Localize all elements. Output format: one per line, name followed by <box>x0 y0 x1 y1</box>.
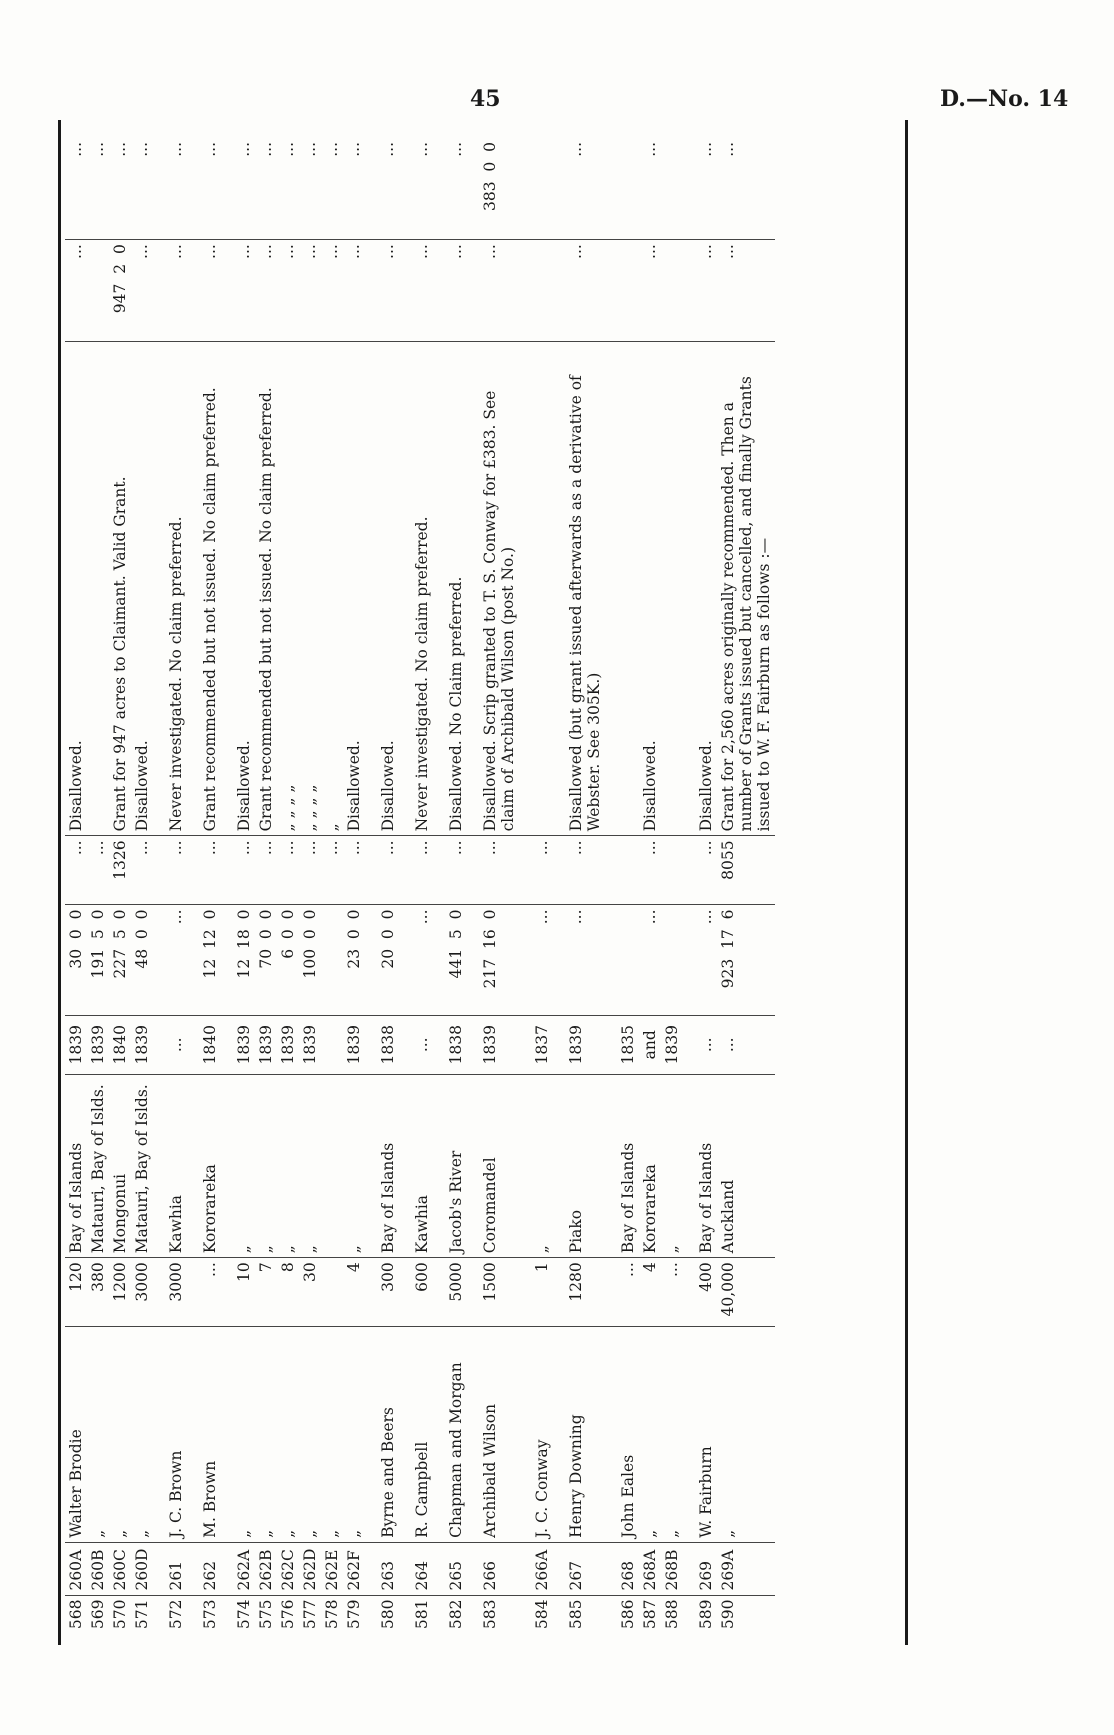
claims-table-body <box>65 138 775 1643</box>
purchase-year: 1839 <box>467 1015 519 1074</box>
claim-number: 582 <box>433 1595 467 1643</box>
grant-value <box>87 240 109 342</box>
locality: Kawhia <box>399 1074 433 1258</box>
remarks: „ <box>321 342 343 836</box>
acres-claimed: 5000 <box>433 1258 467 1327</box>
amount-paid: 227 5 0 <box>109 905 131 1015</box>
scrip-value: ... <box>89 142 107 157</box>
table-row <box>433 138 467 1643</box>
acres-surveyed: ... <box>221 836 255 905</box>
reference-number: 266 <box>467 1542 519 1595</box>
remarks <box>661 342 683 836</box>
purchase-year: 1839 <box>65 1015 87 1074</box>
claimant-name: „ <box>661 1327 683 1543</box>
acres-surveyed: ... <box>277 836 299 905</box>
purchase-year: ... <box>153 1015 187 1074</box>
claim-number: 579 <box>343 1595 365 1643</box>
acres-claimed: 400 <box>683 1258 717 1327</box>
table-row <box>299 138 321 1643</box>
reference-number: 262D <box>299 1542 321 1595</box>
remarks: „ „ „ „ <box>299 342 321 836</box>
claim-number: 584 <box>519 1595 553 1643</box>
locality: „ <box>343 1074 365 1258</box>
amount-paid <box>321 905 343 1015</box>
reference-number: 263 <box>365 1542 399 1595</box>
scrip-value: ... <box>379 142 397 157</box>
amount-paid: 48 0 0 <box>131 905 153 1015</box>
purchase-year: 1838 <box>433 1015 467 1074</box>
claimant-name: „ <box>221 1327 255 1543</box>
reference-number: 269A <box>717 1542 775 1595</box>
acres-claimed: ... <box>187 1258 221 1327</box>
claims-table <box>65 138 775 1643</box>
remarks: Disallowed. <box>65 342 87 836</box>
grant-value: ... <box>299 240 321 342</box>
locality: Bay of Islands <box>365 1074 399 1258</box>
acres-surveyed: ... <box>343 836 365 905</box>
acres-claimed: 380 <box>87 1258 109 1327</box>
purchase-year: 1839 <box>661 1015 683 1074</box>
acres-claimed: 1280 <box>553 1258 605 1327</box>
locality: Mongonui <box>109 1074 131 1258</box>
locality: „ <box>255 1074 277 1258</box>
acres-surveyed: ... <box>131 836 153 905</box>
table-row <box>683 138 717 1643</box>
claimant-name: R. Campbell <box>399 1327 433 1543</box>
table-row <box>109 138 131 1643</box>
table-row <box>277 138 299 1643</box>
scrip-value: ... <box>279 142 297 157</box>
acres-surveyed: ... <box>299 836 321 905</box>
locality: „ <box>519 1074 553 1258</box>
page-number: 45 <box>470 86 501 112</box>
amount-paid: 70 0 0 <box>255 905 277 1015</box>
amount-paid: 12 12 0 <box>187 905 221 1015</box>
claim-number: 571 <box>131 1595 153 1643</box>
grant-value <box>661 240 683 342</box>
acres-surveyed: 1326 <box>109 836 131 905</box>
reference-number: 265 <box>433 1542 467 1595</box>
amount-paid: 30 0 0 <box>65 905 87 1015</box>
claimant-name: „ <box>321 1327 343 1543</box>
claimant-name: „ <box>277 1327 299 1543</box>
amount-paid: 12 18 0 <box>221 905 255 1015</box>
claimant-name: „ <box>299 1327 321 1543</box>
grant-value: ... <box>717 240 775 342</box>
grant-value: ... <box>131 240 153 342</box>
acres-claimed: 40,000 <box>717 1258 775 1327</box>
scrip-value: ... <box>345 142 363 157</box>
table-left-rule <box>58 120 61 1645</box>
claim-number: 575 <box>255 1595 277 1643</box>
locality: Bay of Islands <box>683 1074 717 1258</box>
purchase-year: 1839 <box>343 1015 365 1074</box>
acres-claimed: 1 <box>519 1258 553 1327</box>
scrip-value: ... <box>167 142 185 157</box>
claimant-name: „ <box>343 1327 365 1543</box>
grant-value: ... <box>365 240 399 342</box>
scrip-value <box>605 138 639 240</box>
grant-value <box>605 240 639 342</box>
remarks: Disallowed. No Claim preferred. <box>433 342 467 836</box>
rotated-table-container <box>65 138 905 1643</box>
acres-claimed: 300 <box>365 1258 399 1327</box>
scrip-value: ... <box>719 142 737 157</box>
claimant-name: Archibald Wilson <box>467 1327 519 1543</box>
reference-number: 268 <box>605 1542 639 1595</box>
amount-paid: 20 0 0 <box>365 905 399 1015</box>
acres-claimed: 30 <box>299 1258 321 1327</box>
acres-claimed: 3000 <box>131 1258 153 1327</box>
claimant-name: „ <box>639 1327 661 1543</box>
claim-number: 572 <box>153 1595 187 1643</box>
claimant-name: Byrne and Beers <box>365 1327 399 1543</box>
scrip-value <box>519 138 553 240</box>
table-row <box>87 138 109 1643</box>
remarks: Disallowed. <box>131 342 153 836</box>
claimant-name: John Eales <box>605 1327 639 1543</box>
locality: Matauri, Bay of Islds. <box>131 1074 153 1258</box>
purchase-year: 1835 <box>605 1015 639 1074</box>
claim-number: 590 <box>717 1595 775 1643</box>
amount-paid: ... <box>399 905 433 1015</box>
reference-number: 261 <box>153 1542 187 1595</box>
remarks <box>519 342 553 836</box>
remarks: Disallowed (but grant issued afterwards as a derivative of Webster. See 305K.) <box>553 342 605 836</box>
grant-value: ... <box>65 240 87 342</box>
claimant-name: „ <box>109 1327 131 1543</box>
remarks: Grant recommended but not issued. No claim preferred. <box>187 342 221 836</box>
acres-surveyed <box>661 836 683 905</box>
table-right-rule <box>905 120 908 1645</box>
acres-surveyed: ... <box>321 836 343 905</box>
scrip-value: 383 0 0 <box>481 142 499 212</box>
claimant-name: „ <box>87 1327 109 1543</box>
grant-value: ... <box>399 240 433 342</box>
reference-number: 268B <box>661 1542 683 1595</box>
remarks: Never investigated. No claim preferred. <box>153 342 187 836</box>
amount-paid: 441 5 0 <box>433 905 467 1015</box>
amount-paid: 100 0 0 <box>299 905 321 1015</box>
acres-surveyed: ... <box>365 836 399 905</box>
grant-value: ... <box>343 240 365 342</box>
claim-number: 587 <box>639 1595 661 1643</box>
table-row <box>187 138 221 1643</box>
locality: Auckland <box>717 1074 775 1258</box>
grant-value: 947 2 0 <box>109 240 131 342</box>
scrip-value: ... <box>201 142 219 157</box>
remarks <box>605 342 639 836</box>
claimant-name: „ <box>131 1327 153 1543</box>
purchase-year: 1839 <box>299 1015 321 1074</box>
acres-surveyed: ... <box>467 836 519 905</box>
remarks: Disallowed. <box>221 342 255 836</box>
document-reference: D.—No. 14 <box>940 86 1069 112</box>
purchase-year: ... <box>717 1015 775 1074</box>
remarks: Disallowed. <box>683 342 717 836</box>
claimant-name: M. Brown <box>187 1327 221 1543</box>
acres-surveyed: ... <box>639 836 661 905</box>
table-row <box>153 138 187 1643</box>
purchase-year <box>321 1015 343 1074</box>
acres-surveyed: 8055 <box>717 836 775 905</box>
scrip-value: ... <box>697 142 715 157</box>
acres-claimed: 8 <box>277 1258 299 1327</box>
purchase-year: 1837 <box>519 1015 553 1074</box>
grant-value: ... <box>433 240 467 342</box>
purchase-year: 1839 <box>221 1015 255 1074</box>
locality: „ <box>221 1074 255 1258</box>
locality <box>321 1074 343 1258</box>
acres-claimed: 4 <box>343 1258 365 1327</box>
claim-number: 586 <box>605 1595 639 1643</box>
acres-claimed: ... <box>605 1258 639 1327</box>
locality: Coromandel <box>467 1074 519 1258</box>
remarks: Grant for 947 acres to Claimant. Valid Grant. <box>109 342 131 836</box>
table-row <box>321 138 343 1643</box>
reference-number: 269 <box>683 1542 717 1595</box>
claim-number: 588 <box>661 1595 683 1643</box>
amount-paid <box>605 905 639 1015</box>
remarks: Disallowed. <box>639 342 661 836</box>
table-row <box>661 138 683 1643</box>
acres-claimed: 1200 <box>109 1258 131 1327</box>
scrip-value: ... <box>447 142 465 157</box>
claimant-name: Henry Downing <box>553 1327 605 1543</box>
remarks: Disallowed. <box>343 342 365 836</box>
claim-number: 577 <box>299 1595 321 1643</box>
acres-claimed: 4 <box>639 1258 661 1327</box>
scrip-value: ... <box>567 142 585 157</box>
grant-value: ... <box>639 240 661 342</box>
locality: Kororareka <box>187 1074 221 1258</box>
table-row <box>221 138 255 1643</box>
purchase-year: 1839 <box>87 1015 109 1074</box>
remarks: Grant for 2,560 acres originally recommended. Then a number of Grants issued but cancelled, and finally Grants issued to W. F. Fairburn as follows :— <box>717 342 775 836</box>
purchase-year: 1840 <box>109 1015 131 1074</box>
acres-claimed: 7 <box>255 1258 277 1327</box>
amount-paid: ... <box>553 905 605 1015</box>
purchase-year: 1839 <box>277 1015 299 1074</box>
claim-number: 574 <box>221 1595 255 1643</box>
scrip-value: ... <box>257 142 275 157</box>
purchase-year: and <box>639 1015 661 1074</box>
claim-number: 576 <box>277 1595 299 1643</box>
claim-number: 585 <box>553 1595 605 1643</box>
purchase-year: 1839 <box>553 1015 605 1074</box>
reference-number: 267 <box>553 1542 605 1595</box>
claim-number: 589 <box>683 1595 717 1643</box>
reference-number: 260A <box>65 1542 87 1595</box>
reference-number: 262F <box>343 1542 365 1595</box>
grant-value: ... <box>321 240 343 342</box>
amount-paid: ... <box>153 905 187 1015</box>
reference-number: 260B <box>87 1542 109 1595</box>
table-row <box>365 138 399 1643</box>
scrip-value: ... <box>301 142 319 157</box>
claim-number: 569 <box>87 1595 109 1643</box>
table-row <box>553 138 605 1643</box>
acres-surveyed: ... <box>519 836 553 905</box>
table-row <box>717 138 775 1643</box>
locality: „ <box>299 1074 321 1258</box>
amount-paid: 217 16 0 <box>467 905 519 1015</box>
locality: Bay of Islands <box>65 1074 87 1258</box>
purchase-year: ... <box>399 1015 433 1074</box>
scrip-value: ... <box>111 142 129 157</box>
table-row <box>131 138 153 1643</box>
table-row <box>605 138 639 1643</box>
grant-value: ... <box>277 240 299 342</box>
reference-number: 264 <box>399 1542 433 1595</box>
reference-number: 268A <box>639 1542 661 1595</box>
claimant-name: W. Fairburn <box>683 1327 717 1543</box>
table-row <box>343 138 365 1643</box>
claim-number: 583 <box>467 1595 519 1643</box>
claimant-name: „ <box>255 1327 277 1543</box>
acres-claimed: 1500 <box>467 1258 519 1327</box>
locality: „ <box>661 1074 683 1258</box>
scrip-value: ... <box>133 142 151 157</box>
remarks: Disallowed. <box>365 342 399 836</box>
reference-number: 262B <box>255 1542 277 1595</box>
reference-number: 266A <box>519 1542 553 1595</box>
acres-surveyed: ... <box>255 836 277 905</box>
reference-number: 260C <box>109 1542 131 1595</box>
scrip-value: ... <box>413 142 431 157</box>
acres-claimed: 10 <box>221 1258 255 1327</box>
locality: Matauri, Bay of Islds. <box>87 1074 109 1258</box>
claimant-name: J. C. Brown <box>153 1327 187 1543</box>
acres-claimed: ... <box>661 1258 683 1327</box>
scrip-value: ... <box>235 142 253 157</box>
remarks: Disallowed. Scrip granted to T. S. Conway for £383. See claim of Archibald Wilson (post No.) <box>467 342 519 836</box>
table-row <box>519 138 553 1643</box>
amount-paid: ... <box>683 905 717 1015</box>
acres-surveyed <box>605 836 639 905</box>
claim-number: 573 <box>187 1595 221 1643</box>
reference-number: 262C <box>277 1542 299 1595</box>
grant-value: ... <box>683 240 717 342</box>
table-row <box>255 138 277 1643</box>
acres-claimed: 120 <box>65 1258 87 1327</box>
amount-paid: ... <box>519 905 553 1015</box>
acres-claimed: 600 <box>399 1258 433 1327</box>
claim-number: 568 <box>65 1595 87 1643</box>
acres-surveyed: ... <box>65 836 87 905</box>
claimant-name: J. C. Conway <box>519 1327 553 1543</box>
amount-paid: 6 0 0 <box>277 905 299 1015</box>
claim-number: 578 <box>321 1595 343 1643</box>
reference-number: 262 <box>187 1542 221 1595</box>
claimant-name: „ <box>717 1327 775 1543</box>
reference-number: 262E <box>321 1542 343 1595</box>
acres-surveyed: ... <box>399 836 433 905</box>
locality: Jacob's River <box>433 1074 467 1258</box>
reference-number: 262A <box>221 1542 255 1595</box>
grant-value <box>519 240 553 342</box>
purchase-year: ... <box>683 1015 717 1074</box>
locality: Kawhia <box>153 1074 187 1258</box>
grant-value: ... <box>221 240 255 342</box>
claim-number: 581 <box>399 1595 433 1643</box>
amount-paid <box>661 905 683 1015</box>
table-row <box>65 138 87 1643</box>
grant-value: ... <box>255 240 277 342</box>
locality: „ <box>277 1074 299 1258</box>
locality: Bay of Islands <box>605 1074 639 1258</box>
scrip-value: ... <box>67 142 85 157</box>
acres-surveyed: ... <box>153 836 187 905</box>
claimant-name: Walter Brodie <box>65 1327 87 1543</box>
amount-paid: 23 0 0 <box>343 905 365 1015</box>
amount-paid: 191 5 0 <box>87 905 109 1015</box>
grant-value: ... <box>467 240 519 342</box>
claimant-name: Chapman and Morgan <box>433 1327 467 1543</box>
acres-surveyed: ... <box>553 836 605 905</box>
claim-number: 580 <box>365 1595 399 1643</box>
table-row <box>639 138 661 1643</box>
acres-surveyed: ... <box>87 836 109 905</box>
reference-number: 260D <box>131 1542 153 1595</box>
acres-surveyed: ... <box>187 836 221 905</box>
acres-surveyed: ... <box>433 836 467 905</box>
remarks: Never investigated. No claim preferred. <box>399 342 433 836</box>
remarks <box>87 342 109 836</box>
table-row <box>399 138 433 1643</box>
remarks: Grant recommended but not issued. No claim preferred. <box>255 342 277 836</box>
acres-surveyed: ... <box>683 836 717 905</box>
grant-value: ... <box>187 240 221 342</box>
locality: Kororareka <box>639 1074 661 1258</box>
acres-claimed <box>321 1258 343 1327</box>
scrip-value: ... <box>323 142 341 157</box>
amount-paid: 923 17 6 <box>717 905 775 1015</box>
grant-value: ... <box>553 240 605 342</box>
purchase-year: 1839 <box>131 1015 153 1074</box>
purchase-year: 1840 <box>187 1015 221 1074</box>
purchase-year: 1838 <box>365 1015 399 1074</box>
amount-paid: ... <box>639 905 661 1015</box>
grant-value: ... <box>153 240 187 342</box>
acres-claimed: 3000 <box>153 1258 187 1327</box>
scrip-value <box>661 138 683 240</box>
scrip-value: ... <box>641 142 659 157</box>
purchase-year: 1839 <box>255 1015 277 1074</box>
table-row <box>467 138 519 1643</box>
remarks: „ „ „ „ <box>277 342 299 836</box>
claim-number: 570 <box>109 1595 131 1643</box>
locality: Piako <box>553 1074 605 1258</box>
